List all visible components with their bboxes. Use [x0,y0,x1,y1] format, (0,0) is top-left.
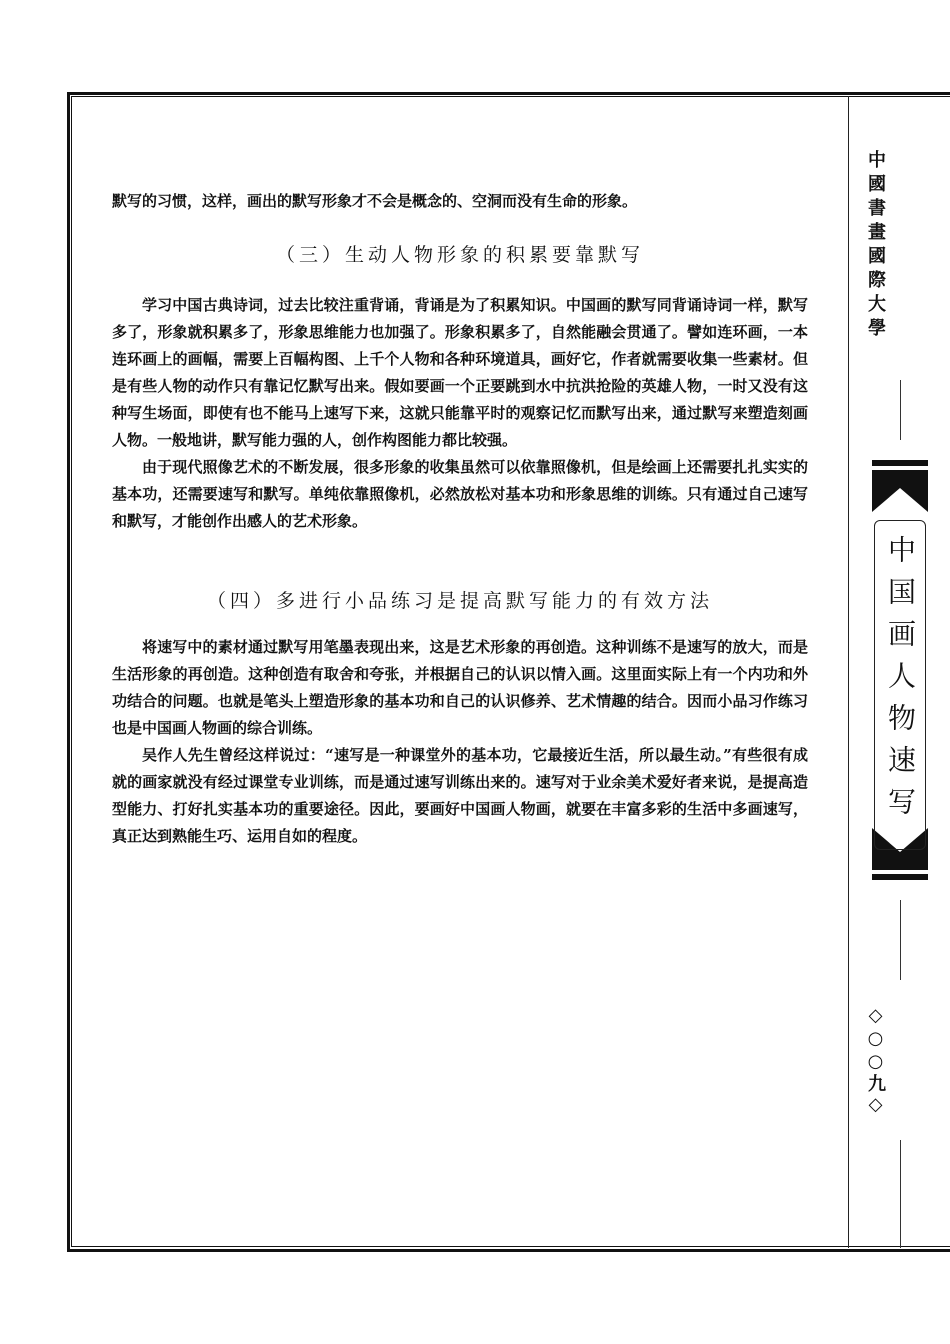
section-4-paragraph-2: 吴作人先生曾经这样说过：“速写是一种课堂外的基本功，它最接近生活，所以最生动。”有些很有成就的画家就没有经过课堂专业训练，而是通过速写训练出来的。速写对于业余美术爱好者来说，是提高造型能力、打好扎实基本功的重要途径。因此，要画好中国画人物画，就要在丰富多彩的生活中多画速写，真正达到熟能生巧、运用自如的程度。 [112,746,808,845]
top-line: 默写的习惯，这样，画出的默写形象才不会是概念的、空洞而没有生命的形象。 [112,192,638,210]
page-number: ◇○○九◇ [865,1005,886,1117]
section-4-paragraph-1: 将速写中的素材通过默写用笔墨表现出来，这是艺术形象的再创造。这种训练不是速写的放大，而是生活形象的再创造。这种创造有取舍和夸张，并根据自己的认识以情入画。这里面实际上有一个内功和外功结合的问题。也就是笔头上塑造形象的基本功和自己的认识修养、艺术情趣的结合。因而小品习作练习也是中国画人物画的综合训练。 [112,638,808,737]
section-3-paragraph-2: 由于现代照像艺术的不断发展，很多形象的收集虽然可以依靠照像机，但是绘画上还需要扎扎实实的基本功，还需要速写和默写。单纯依靠照像机，必然放松对基本功和形象思维的训练。只有通过自己速写和默写，才能创作出感人的艺术形象。 [112,458,808,530]
section-4-body [112,634,808,850]
section-3-body [112,292,808,535]
book-title-box [874,520,926,850]
school-name: 中國書畫國際大學 [865,150,886,342]
sidebar-divider [848,96,849,1248]
sidebar-rule-footer [900,1140,901,1248]
section-4-heading: （四）多进行小品练习是提高默写能力的有效方法 [206,590,713,612]
chevron-top-ornament [872,484,928,512]
section-3-paragraph-1: 学习中国古典诗词，过去比较注重背诵，背诵是为了积累知识。中国画的默写同背诵诗词一样，默写多了，形象就积累多了，形象思维能力也加强了。形象积累多了，自然能融会贯通了。譬如连环画，一本连环画上的画幅，需要上百幅构图、上千个人物和各种环境道具，画好它，作者就需要收集一些素材。但是有些人物的动作只有靠记忆默写出来。假如要画一个正要跳到水中抗洪抢险的英雄人物，一时又没有这种写生场面，即使有也不能马上速写下来，这就只能靠平时的观察记忆而默写出来，通过默写来塑造刻画人物。一般地讲，默写能力强的人，创作构图能力都比较强。 [112,296,808,449]
sidebar-rule-top [900,380,901,440]
book-title: 中国画人物速写 [884,535,917,829]
sidebar-rule-bottom [900,900,901,980]
section-3-heading: （三）生动人物形象的积累要靠默写 [275,244,644,266]
